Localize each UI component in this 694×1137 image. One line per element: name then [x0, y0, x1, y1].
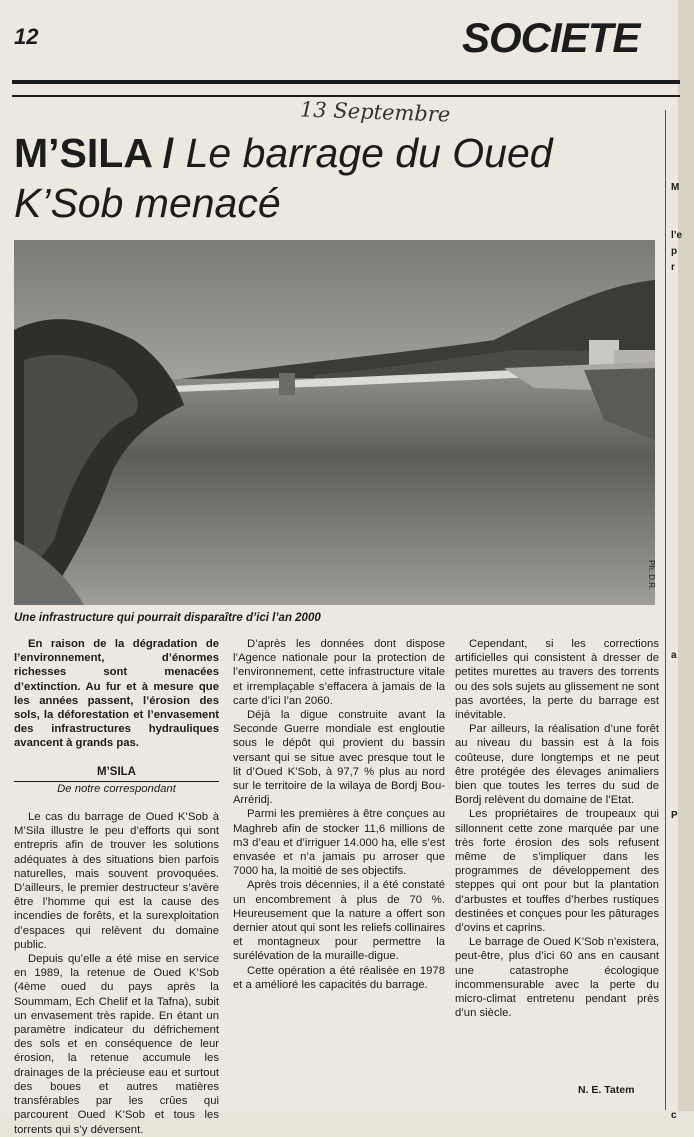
section-title: SOCIETE — [462, 14, 640, 61]
article-column-3 — [455, 637, 659, 1020]
paragraph: Depuis qu’elle a été mise en service en 1989, la retenue de Oued K’Sob (4ème oued du pays après la Soummam, Ech Chelif et la Tafna), subit un envasement très rapide. En étant un paramètre indicateur du défrichement des sols et en conséquence de leur érosion, la retenue accumule les drainages de la précieuse eau et surtout des boues et autres matières transférables par les crûes qui parcourent Oued K’Sob et tous les torrents qui s’y déversent. — [14, 953, 219, 1136]
correspondent: De notre correspondant — [57, 782, 176, 795]
handwritten-date: 13 Septembre — [299, 97, 451, 127]
paragraph: Parmi les premières à être conçues au Maghreb afin de stocker 11,6 millions de m3 d’eau et d’irriguer 14.000 ha, elle s’est envasée et n’a jamais pu arroser que 7000 ha, la moitié de ses objectifs. — [233, 808, 445, 878]
header-rule-thin — [12, 95, 680, 97]
fragment-text: c — [671, 1110, 677, 1121]
headline-title: Le barrage du Oued K’Sob menacé — [14, 130, 553, 226]
paragraph: Cependant, si les corrections artificielles qui consistent à dresser de petites murettes au travers des torrents ou des sols sujets au glissement ne sont pas avortées, la perte du barrage est inévitable. — [455, 638, 659, 722]
article-column-1 — [14, 637, 219, 1137]
photo-credit: Ph. D.R. — [647, 560, 656, 591]
paragraph: Les propriétaires de troupeaux qui sillonnent cette zone marquée par une très forte érosion des sols refusent même de s’impliquer dans les programmes de développement des steppes qui ont pour but la plantation d’arbustes et touffes d’herbes rustiques destinées et conçues pour les pâturages d’ovins et caprins. — [455, 808, 659, 935]
paragraph: Le cas du barrage de Oued K’Sob à M’Sila illustre le peu d’efforts qui sont entrepris afin de trouver les solutions adéquates à des situations bien parfois naturelles, mais souvent provoquées. D’ailleurs, le premier destructeur s’avère être l’homme qui est la cause des incendies de forêts, et la surexploitation d’espaces qui relèvent du domaine public. — [14, 811, 219, 951]
paragraph: Après trois décennies, il a été constaté un encombrement à plus de 70 %. Heureusement que la nature a offert son dernier atout qui sont les reliefs collinaires et montagneux pour permettre la surélévation de la muraille-digue. — [233, 879, 445, 963]
photo-caption: Une infrastructure qui pourrait disparaître d’ici l’an 2000 — [14, 612, 321, 624]
fragment-text: p — [671, 246, 678, 257]
paragraph: Cette opération a été réalisée en 1978 et a amélioré les capacités du barrage. — [233, 964, 445, 991]
neighbor-article-fragment — [665, 110, 686, 1121]
header-rule — [12, 80, 680, 84]
fragment-text: a — [671, 650, 677, 661]
fragment-text: P — [671, 810, 678, 821]
headline-place: M’SILA / — [14, 130, 175, 176]
dateline: M’SILA — [14, 765, 219, 782]
article-lead: En raison de la dégradation de l’environnement, d’énormes richesses sont menacées d’extinction. Au fur et à mesure que les années passent, l’érosion des sols, la déforestation et l’envasement des infrastructures hydrauliques avancent à grands pas. — [14, 638, 219, 750]
headline — [14, 128, 654, 228]
article-column-2 — [233, 637, 445, 992]
fragment-text: M — [671, 182, 680, 193]
author-signature: N. E. Tatem — [578, 1084, 635, 1096]
paragraph: Le barrage de Oued K’Sob n’existera, peut-être, plus d’ici 60 ans en causant une catastrophe écologique incommensurable avec la perte du micro-climat entretenu pendant près d’un siècle. — [455, 936, 659, 1020]
fragment-text: r — [671, 262, 675, 273]
fragment-text: l’e — [671, 230, 683, 241]
paragraph: D’après les données dont dispose l’Agence nationale pour la protection de l’environnement, cette infrastructure vitale et irremplaçable s’effacera à jamais de la carte d’ici l’an 2060. — [233, 638, 445, 707]
paragraph: Par ailleurs, la réalisation d’une forêt au niveau du bassin est à la fois coûteuse, dure longtemps et ne peut être protégée des élevages animaliers bien que toutes les terres du sud de Bordj relèvent du domaine de l’Etat. — [455, 723, 659, 807]
dam-photo — [14, 240, 655, 605]
page-number: 12 — [14, 24, 39, 49]
paragraph: Déjà la digue construite avant la Seconde Guerre mondiale est engloutie sous le dépôt qui provient du bassin versant qui se situe avec presque tout le lit d’Oued K’Sob, à 97,7 % plus au nord sur le territoire de la wilaya de Bordj Bou-Arréridj. — [233, 709, 445, 807]
